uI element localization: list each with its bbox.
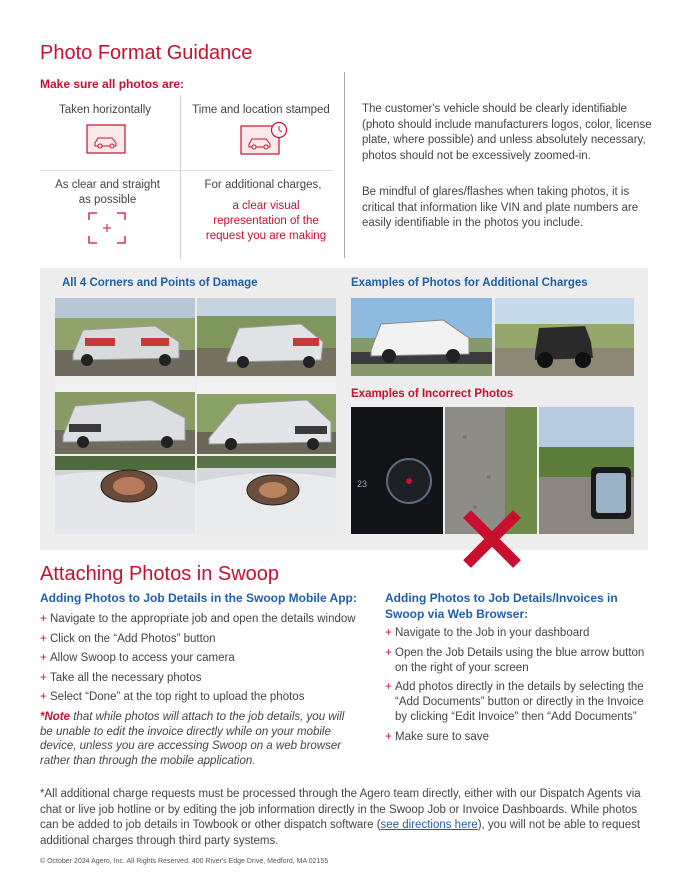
list-item: + Navigate to the appropriate job and open the details window bbox=[40, 613, 356, 625]
section-divider bbox=[344, 72, 345, 258]
incorrect-photo-dashboard bbox=[351, 407, 443, 534]
photo-gallery bbox=[40, 268, 648, 550]
list-item: + Allow Swoop to access your camera bbox=[40, 652, 235, 665]
car-photo-front-left bbox=[55, 378, 195, 454]
corners-heading: All 4 Corners and Points of Damage bbox=[62, 277, 258, 289]
list-item: + Make sure to save bbox=[385, 730, 489, 743]
make-sure-label: Make sure all photos are: bbox=[40, 77, 185, 91]
copyright: © October 2024 Agero, Inc. All Rights Reserved. 400 River's Edge Drive, Medford, MA 02155 bbox=[40, 858, 329, 865]
focus-frame-icon bbox=[88, 212, 126, 249]
grid-horizontal-divider bbox=[40, 170, 332, 171]
car-photo-rear-right bbox=[197, 298, 336, 376]
attaching-title: Attaching Photos in Swoop bbox=[40, 563, 280, 585]
car-photo-front-right bbox=[197, 378, 336, 454]
photo-format-title: Photo Format Guidance bbox=[40, 42, 253, 64]
cell-horizontal-label: Taken horizontally bbox=[58, 104, 152, 116]
car-photo-damage-right bbox=[197, 456, 336, 534]
list-item: + Navigate to the Job in your dashboard bbox=[385, 627, 590, 639]
right-paragraph-2: Be mindful of glares/flashes when taking photos, it is critical that information like VIN and plate numbers are easily identifiable in the photos you include. bbox=[362, 186, 639, 229]
additional-photo-jeep bbox=[495, 298, 634, 376]
list-item: + Take all the necessary photos bbox=[40, 671, 202, 684]
list-item: + Select “Done” at the top right to upload the photos bbox=[40, 691, 305, 704]
list-item: + Add photos directly in the details by selecting the “Add Documents” button or directly in the Invoice by clicking “Edit Invoice” then “Add Documents” bbox=[385, 681, 644, 724]
directions-link[interactable]: see directions here bbox=[380, 819, 478, 831]
cell-additional-red-text: a clear visual representation of the request you are making bbox=[205, 200, 327, 242]
cell-additional-label: For additional charges, bbox=[204, 179, 322, 191]
web-steps-list bbox=[385, 626, 650, 749]
mobile-note bbox=[40, 710, 350, 768]
additional-photo-tow bbox=[351, 298, 492, 376]
grid-vertical-divider bbox=[180, 95, 181, 259]
car-photo-rear-left bbox=[55, 298, 195, 376]
note-label: *Note bbox=[40, 711, 71, 723]
web-heading: Adding Photos to Job Details/Invoices in Swoop via Web Browser: bbox=[385, 591, 618, 621]
footer-paragraph: *All additional charge requests must be processed through the Agero team directly, either with our Dispatch Agents via chat or live job hotline or by editing the job information directly in the Swoop Job or Invoice Dashboards. While photos can be added to job details in Towbook or other dispatch software (see directions here), you will not be able to request additional charges through third party systems. bbox=[40, 788, 641, 847]
note-text: that while photos will attach to the job details, you will be unable to edit the invoice directly while on your mobile device, unless you are accessing Swoop on a web browser rather than through the mobile application. bbox=[40, 711, 345, 767]
list-item: + Open the Job Details using the blue arrow button on the right of your screen bbox=[385, 646, 645, 674]
additional-heading: Examples of Photos for Additional Charges bbox=[351, 277, 588, 289]
cell-stamped-label: Time and location stamped bbox=[192, 104, 330, 116]
list-item: + Click on the “Add Photos” button bbox=[40, 632, 216, 645]
mobile-steps-list bbox=[40, 612, 360, 710]
horizontal-photo-icon bbox=[86, 124, 126, 159]
car-photo-damage-left bbox=[55, 456, 195, 534]
incorrect-heading: Examples of Incorrect Photos bbox=[351, 388, 514, 400]
cell-clear-label-2: as possible bbox=[78, 194, 137, 206]
cell-clear-label-1: As clear and straight bbox=[55, 179, 160, 191]
timestamp-photo-icon bbox=[240, 121, 288, 160]
right-paragraph-1: The customer's vehicle should be clearly identifiable (photo should include manufacturers logos, color, license plate, where possible) and unless absolutely necessary, photos should not be excessively zoomed-in. bbox=[362, 103, 652, 162]
incorrect-photo-mirror bbox=[539, 407, 634, 534]
incorrect-x-icon bbox=[461, 508, 523, 570]
mobile-heading: Adding Photos to Job Details in the Swoop Mobile App: bbox=[40, 591, 357, 605]
svg-text:23: 23 bbox=[357, 479, 368, 489]
